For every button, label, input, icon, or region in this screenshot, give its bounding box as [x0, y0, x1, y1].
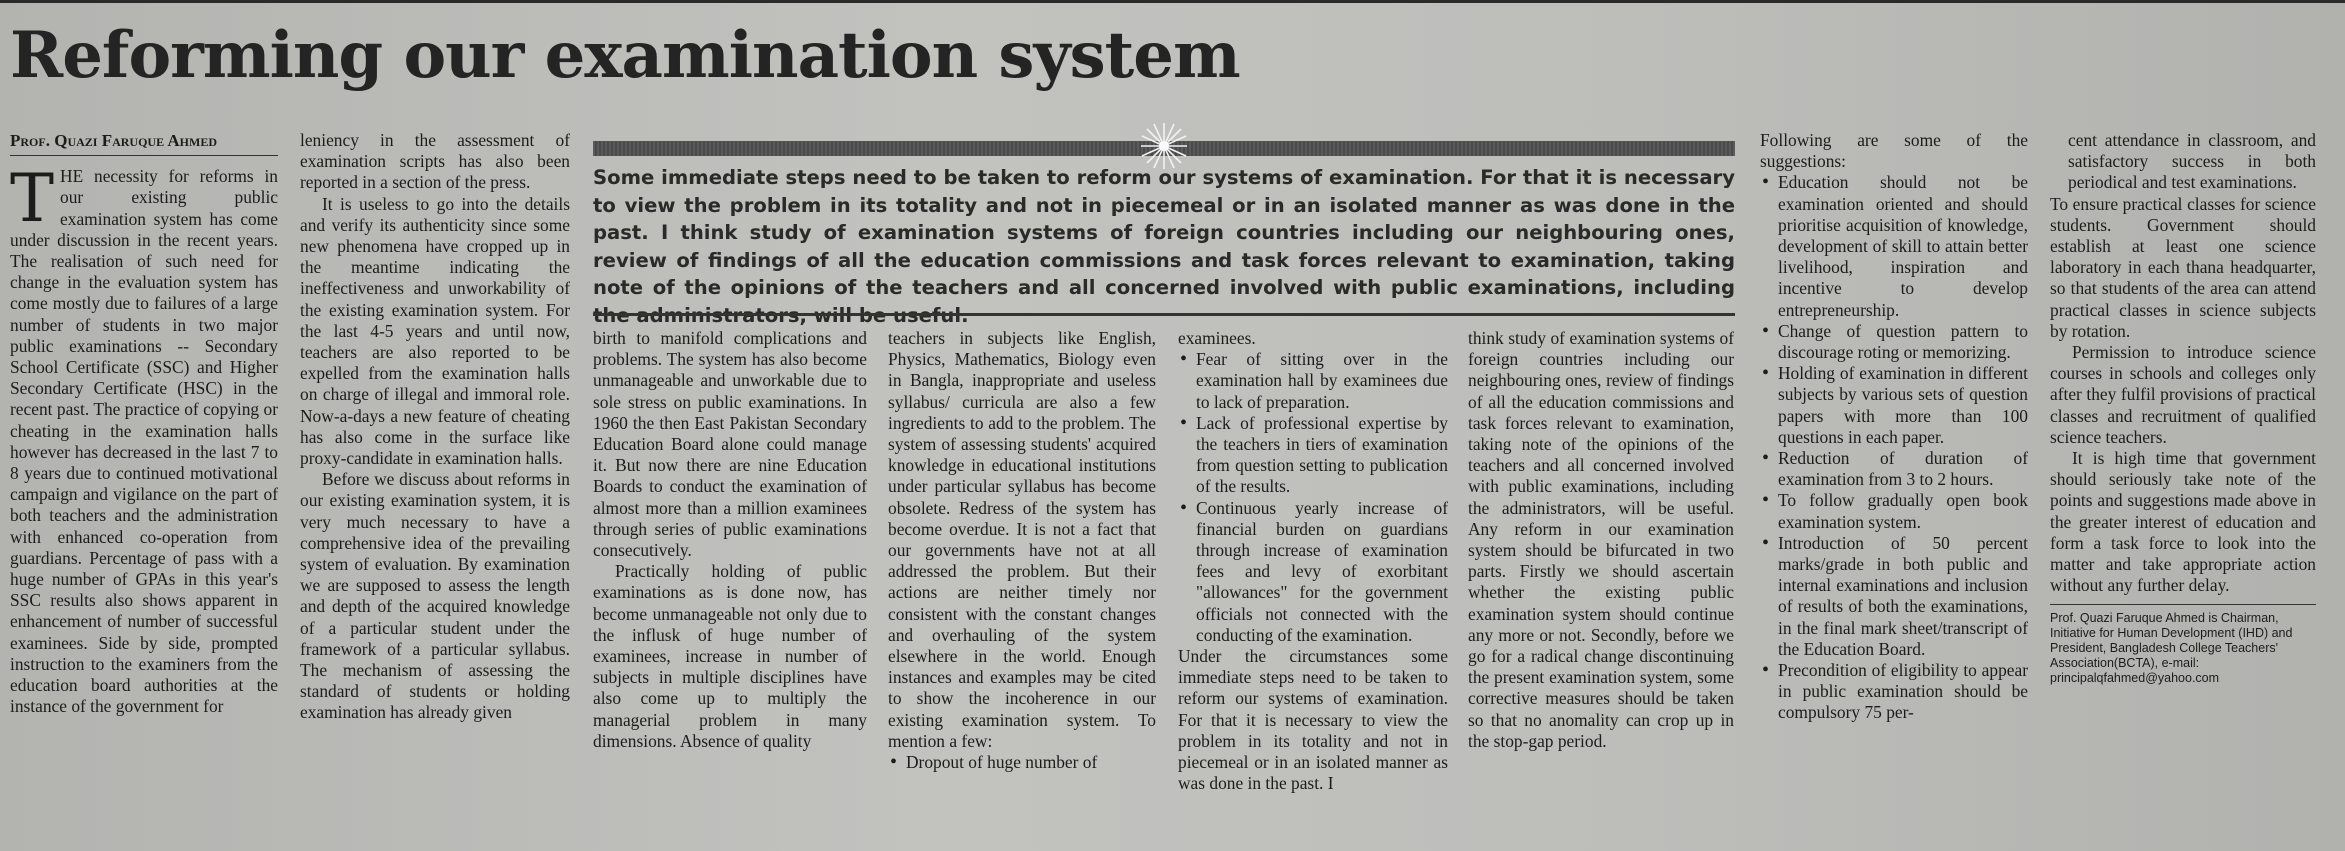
pull-quote-box — [593, 136, 1735, 316]
paragraph: Practically holding of public examinations as is done now, has become unmanageable not only due to the influsk of huge number of examinees, increase in number of subjects in multiple disciplines have also come up to multiply the managerial problem in many dimensions. Absence of quality — [593, 561, 867, 751]
list-item: • Education should not be examination oriented and should prioritise acquisition of knowledge, development of skill to attain better livelihood, inspiration and incentive to develop entrepreneurship. — [1760, 172, 2028, 320]
lead-text: HE necessity for reforms in our existing public examination system has come under discussion in the recent years. The realisation of such need for change in the evaluation system has come mostly due to failures of a large number of students in two major public examinations -- Secondary School Certificate (SSC) and Higher Secondary Certificate (HSC) in the recent past. The practice of copying or cheating in the examination halls however has decreased in the last 7 to 8 years due to continued motivational campaign and vigilance on the part of both teachers and the administration with enhanced co-operation from guardians. Percentage of pass with a huge number of GPAs in this year's SSC results also shows apparent in enhancement of number of successful examinees. Side by side, prompted instruction to the examiners from the education board authorities at the instance of the government for — [10, 166, 278, 717]
paragraph: examinees. — [1178, 328, 1256, 348]
list-item: • Fear of sitting over in the examination hall by examinees due to lack of preparation. — [1178, 349, 1448, 413]
column-7 — [1760, 130, 2028, 820]
paragraph: birth to manifold complications and problems. The system has also become unmanageable and unworkable due to sole stress on public examinations. In 1960 the then East Pakistan Secondary Education Board alone could manage it. But now there are nine Education Boards to conduct the examination of almost more than a million examinees through series of public examinations consecutively. — [593, 328, 867, 561]
list-item: • Lack of professional expertise by the teachers in tiers of examination from question setting to publication of the results. — [1178, 413, 1448, 498]
paragraph: leniency in the assessment of examination scripts has also been reported in a section of the press. — [300, 130, 570, 193]
headline: Reforming our examination system — [10, 18, 1240, 93]
column-4 — [888, 328, 1156, 818]
list-item: • Introduction of 50 percent marks/grade in both public and internal examinations and inclusion of results of both the examinations, in the final mark sheet/transcript of the Education Board. — [1760, 533, 2028, 660]
paragraph: It is useless to go into the details and verify its authenticity since some new phenomena have cropped up in the meantime indicating the ineffectiveness and unworkability of the existing examination system. For the last 4-5 years and until now, teachers are also reported to be expelled from the examination halls on charge of illegal and immoral role. Now-a-days a new feature of cheating has also come in the surface like proxy-candidate in examination halls. — [300, 193, 570, 469]
list-item: • Change of question pattern to discourage roting or memorizing. — [1760, 321, 2028, 363]
paragraph: teachers in subjects like English, Physics, Mathematics, Biology even in Bangla, inappropriate and useless syllabus/ curricula are also a few ingredients to add to the problem. The system of assessing students' acquired knowledge in educational institutions under particular syllabus has become obsolete. Redress of the system has become overdue. It is not a fact that our governments have not at all addressed the problem. But their actions are neither timely nor consistent with the constant changes and overhauling of the system elsewhere in the world. Enough instances and examples may be cited to show the incoherence in our existing examination system. To mention a few: — [888, 328, 1156, 751]
column-6 — [1468, 328, 1734, 818]
column-8 — [2050, 130, 2316, 820]
byline: Prof. Quazi Faruque Ahmed — [10, 130, 278, 156]
lead-paragraph — [10, 160, 278, 717]
list-item: • Continuous yearly increase of financial burden on guardians through increase of examination fees and levy of exorbitant "allowances" for the government officials not connected with the conducting of the examination. — [1178, 498, 1448, 646]
paragraph: Permission to introduce science courses in schools and colleges only after they fulfil provisions of practical classes and recruitment of qualified science teachers. — [2050, 342, 2316, 447]
drop-cap: T — [10, 160, 55, 238]
author-note: Prof. Quazi Faruque Ahmed is Chairman, Initiative for Human Development (IHD) and President, Bangladesh College Teachers' Association(BCTA), e-mail: principalqfahmed@yahoo.com — [2050, 604, 2316, 686]
column-1 — [10, 130, 278, 820]
list-item: • Holding of examination in different subjects by various sets of question papers with more than 100 questions in each paper. — [1760, 363, 2028, 448]
list-item: • Precondition of eligibility to appear in public examination should be compulsory 75 per- — [1760, 660, 2028, 724]
list-item: • To follow gradually open book examination system. — [1760, 490, 2028, 532]
pull-quote-text: Some immediate steps need to be taken to reform our systems of examination. For that it is necessary to view the problem in its totality and not in piecemeal or in an isolated manner as was done in the past. I think study of examination systems of foreign countries including our neighbouring ones, review of findings of all the education commissions and task forces relevant to examination, taking note of the opinions of the teachers and all concerned involved with public examinations, including — [593, 166, 1735, 300]
list-item: • Reduction of duration of examination from 3 to 2 hours. — [1760, 448, 2028, 490]
top-rule — [0, 0, 2345, 3]
paragraph: It is high time that government should seriously take note of the points and suggestions made above in the greater interest of education and form a task force to look into the matter and take appropriate action without any further delay. — [2050, 448, 2316, 596]
bullet-list — [1178, 349, 1448, 646]
paragraph: Following are some of the suggestions: — [1760, 130, 2028, 172]
suggestions-list — [1760, 172, 2028, 723]
paragraph: Under the circumstances some immediate steps need to be taken to reform our systems of examination. For that it is necessary to view the problem in its totality and not in piecemeal or in an isolated manner as was done in the past. I — [1178, 646, 1448, 794]
column-2 — [300, 130, 570, 820]
paragraph: cent attendance in classroom, and satisfactory success in both periodical and test examinations. — [2068, 130, 2316, 193]
column-5 — [1178, 328, 1448, 818]
paragraph: To ensure practical classes for science students. Government should establish at least one science laboratory in each thana headquarter, so that students of the area can attend practical classes in science subjects by rotation. — [2050, 193, 2316, 341]
column-3 — [593, 328, 867, 818]
list-item: • Dropout of huge number of — [888, 752, 1156, 773]
pull-quote-rule — [593, 313, 1735, 316]
bullet-list — [888, 752, 1156, 773]
paragraph: Before we discuss about reforms in our existing examination system, it is very much necessary to have a comprehensive idea of the prevailing system of evaluation. By examination we are supposed to assess the length and depth of the acquired knowledge of a particular student under the framework of a particular syllabus. The mechanism of assessing the standard of students or holding examination has already given — [300, 469, 570, 723]
paragraph: think study of examination systems of foreign countries including our neighbouring ones, review of findings of all the education commissions and task forces relevant to examination, taking note of the opinions of the teachers and all concerned involved with public examinations, including the administrators, will be useful. Any reform in our examination system should be bifurcated in two parts. Firstly we should ascertain whether the existing public examination system should continue any more or not. Secondly, before we go for a radical change discontinuing the present examination system, some corrective measures should be taken so that no anomality can crop up in the stop-gap period. — [1468, 328, 1734, 751]
